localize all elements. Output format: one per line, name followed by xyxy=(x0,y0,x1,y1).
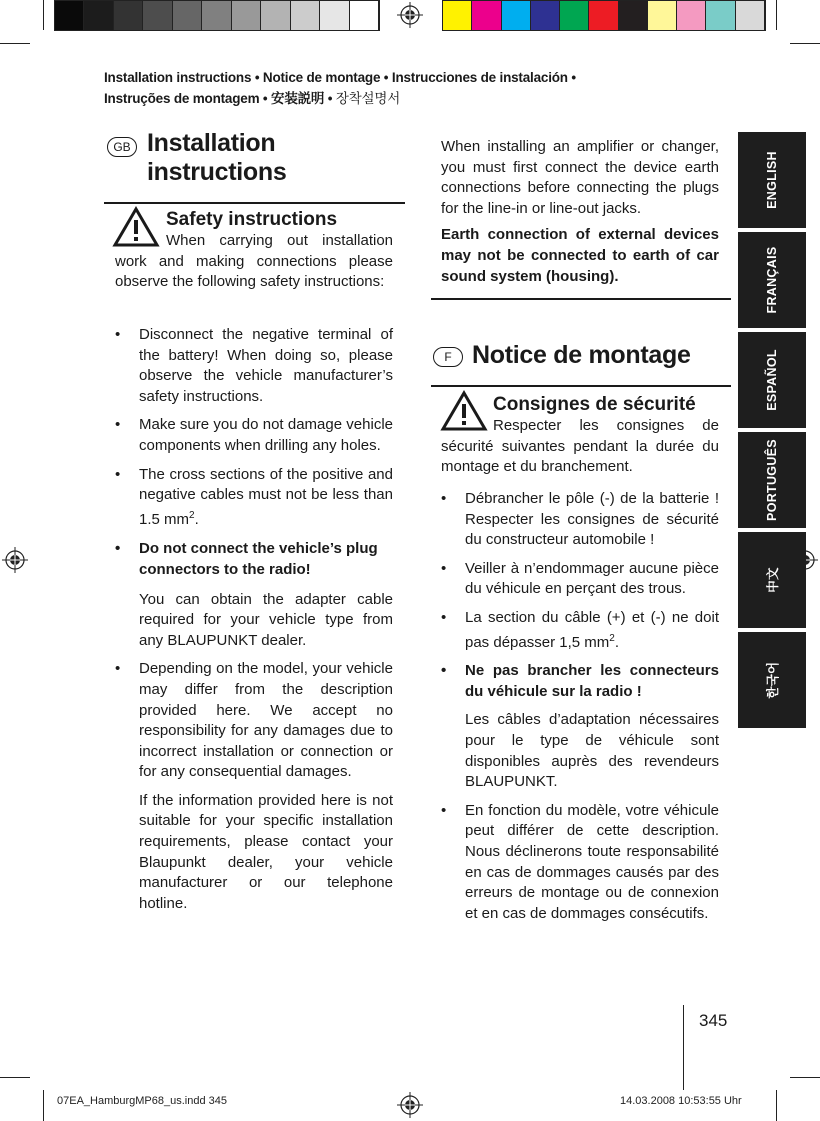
tab-portuguese[interactable] xyxy=(738,432,806,528)
gray-calibration-strip xyxy=(54,0,380,31)
crop-mark xyxy=(43,0,44,30)
language-tabs xyxy=(738,132,806,732)
list-item: • Depending on the model, your vehicle may differ from the description provided here. We accept no responsibility for any damages due to incorrect installation or connection or for any consequential damages. xyxy=(113,659,393,783)
calibration-swatch xyxy=(55,1,84,30)
tab-korean[interactable] xyxy=(738,632,806,728)
list-item xyxy=(113,465,393,531)
crop-mark xyxy=(790,43,820,44)
list-item: • Veiller à n’endommager aucune pièce du véhicule en perçant des trous. xyxy=(439,559,719,600)
english-bullet-list xyxy=(113,325,393,914)
french-bullets xyxy=(439,489,719,924)
tab-english[interactable] xyxy=(738,132,806,228)
bullet-text: The cross sections of the positive and negative cables must not be less than 1.5 mm xyxy=(139,465,393,528)
calibration-swatch xyxy=(443,1,472,30)
crop-mark xyxy=(43,1090,44,1121)
footer-file-info: 07EA_HamburgMP68_us.indd 345 xyxy=(57,1095,228,1107)
calibration-swatch xyxy=(472,1,501,30)
tab-label: 한국어 xyxy=(766,661,780,699)
list-item: • En fonction du modèle, votre véhicule peut différer de cette description. Nous déclinerons toute responsabilité en cas de dommages causés par des erreurs de montage ou de connexion et en cas de dommages consécutifs. xyxy=(439,801,719,925)
calibration-swatch xyxy=(531,1,560,30)
english-bullets xyxy=(113,325,393,914)
tab-spanish[interactable] xyxy=(738,332,806,428)
footer-timestamp: 14.03.2008 10:53:55 Uhr xyxy=(620,1095,742,1107)
calibration-swatch xyxy=(619,1,648,30)
calibration-swatch xyxy=(350,1,379,30)
crop-mark xyxy=(776,0,777,30)
english-intro xyxy=(115,231,393,293)
calibration-swatch xyxy=(589,1,618,30)
calibration-swatch xyxy=(173,1,202,30)
bullet-text: . xyxy=(194,510,199,528)
language-badge-f: F xyxy=(433,347,463,367)
header-line-2 xyxy=(104,88,576,109)
header-line-1: Installation instructions • Notice de montage • Instrucciones de instalación • xyxy=(104,70,576,85)
section-rule xyxy=(104,202,405,204)
calibration-swatch xyxy=(677,1,706,30)
calibration-swatch xyxy=(502,1,531,30)
safety-title-french: Consignes de sécurité xyxy=(493,394,696,415)
registration-mark-icon xyxy=(397,2,423,28)
safety-title-english: Safety instructions xyxy=(166,209,338,230)
section-title-english xyxy=(147,129,286,187)
page-number-rule xyxy=(683,1005,684,1090)
language-badge-gb: GB xyxy=(107,137,137,157)
list-item xyxy=(439,608,719,653)
calibration-swatch xyxy=(736,1,765,30)
tab-label: 中文 xyxy=(766,567,780,593)
section-rule xyxy=(431,298,731,300)
registration-mark-icon xyxy=(2,547,28,573)
amplifier-text: When installing an amplifier or changer, you must first connect the device earth connections before connecting the plugs for the line-in or line-out jacks. xyxy=(441,138,719,217)
calibration-swatch xyxy=(291,1,320,30)
list-item: • Disconnect the negative terminal of the battery! When doing so, please observe the vehicle manufacturer’s safety instructions. xyxy=(113,325,393,407)
section-rule xyxy=(431,385,731,387)
crop-mark xyxy=(0,1077,30,1078)
calibration-swatch xyxy=(648,1,677,30)
calibration-swatch xyxy=(202,1,231,30)
calibration-swatch xyxy=(560,1,589,30)
list-item: • Make sure you do not damage vehicle components when drilling any holes. xyxy=(113,415,393,456)
list-item: • Ne pas brancher les connecteurs du véhicule sur la radio ! xyxy=(439,661,719,702)
header-line-2-bold: Instruções de montagem • 安装説明 • xyxy=(104,91,336,106)
section-title-french: Notice de montage xyxy=(472,341,691,369)
tab-label: ESPAÑOL xyxy=(765,349,779,411)
bullet-text: . xyxy=(614,633,619,651)
french-intro-text: Respecter les consignes de sécurité suivantes pendant la durée du montage et du branchement. xyxy=(441,417,719,476)
french-bullet-list xyxy=(439,489,719,924)
calibration-swatch xyxy=(261,1,290,30)
page-number: 345 xyxy=(699,1011,728,1030)
tab-label: PORTUGUÊS xyxy=(765,439,779,521)
bullet-text: La section du câble (+) et (-) ne doit pas dépasser 1,5 mm xyxy=(465,608,719,651)
earth-warning: Earth connection of external devices may not be connected to earth of car sound system (housing). xyxy=(441,226,719,285)
title-line: instructions xyxy=(147,158,287,186)
header-line-2-korean: 장착설명서 xyxy=(335,91,401,106)
list-item: • Débrancher le pôle (-) de la batterie ! Respecter les consignes de sécurité du constructeur automobile ! xyxy=(439,489,719,551)
tab-french[interactable] xyxy=(738,232,806,328)
tab-label: FRANÇAIS xyxy=(765,246,779,314)
superscript: 2 xyxy=(609,632,615,644)
calibration-swatch xyxy=(84,1,113,30)
crop-mark xyxy=(0,43,30,44)
english-continued xyxy=(441,137,719,287)
tab-label: ENGLISH xyxy=(765,151,779,209)
english-intro-text: When carrying out installation work and making connections please observe the following safety instructions: xyxy=(115,232,393,291)
list-item-continuation: If the information provided here is not suitable for your specific installation requirements, please contact your Blaupunkt dealer, your vehicle manufacturer or our telephone hotline. xyxy=(139,791,393,912)
french-safety-block xyxy=(441,394,719,478)
french-intro xyxy=(441,416,719,478)
calibration-swatch xyxy=(232,1,261,30)
superscript: 2 xyxy=(189,509,195,521)
calibration-swatch xyxy=(114,1,143,30)
list-item: • Do not connect the vehicle’s plug connectors to the radio! xyxy=(113,539,393,580)
calibration-swatch xyxy=(320,1,349,30)
color-calibration-strip xyxy=(442,0,766,31)
list-item-continuation: Les câbles d’adaptation nécessaires pour le type de véhicule sont disponibles auprès des revendeurs BLAUPUNKT. xyxy=(465,711,719,791)
tab-chinese[interactable] xyxy=(738,532,806,628)
calibration-swatch xyxy=(706,1,735,30)
crop-mark xyxy=(790,1077,820,1078)
title-line: Installation xyxy=(147,129,276,157)
crop-mark xyxy=(776,1090,777,1121)
list-item-continuation: You can obtain the adapter cable required for your vehicle type from any BLAUPUNKT dealer. xyxy=(139,590,393,649)
registration-mark-icon xyxy=(397,1092,423,1118)
running-header xyxy=(104,67,576,109)
english-safety-block xyxy=(115,209,393,293)
calibration-swatch xyxy=(143,1,172,30)
